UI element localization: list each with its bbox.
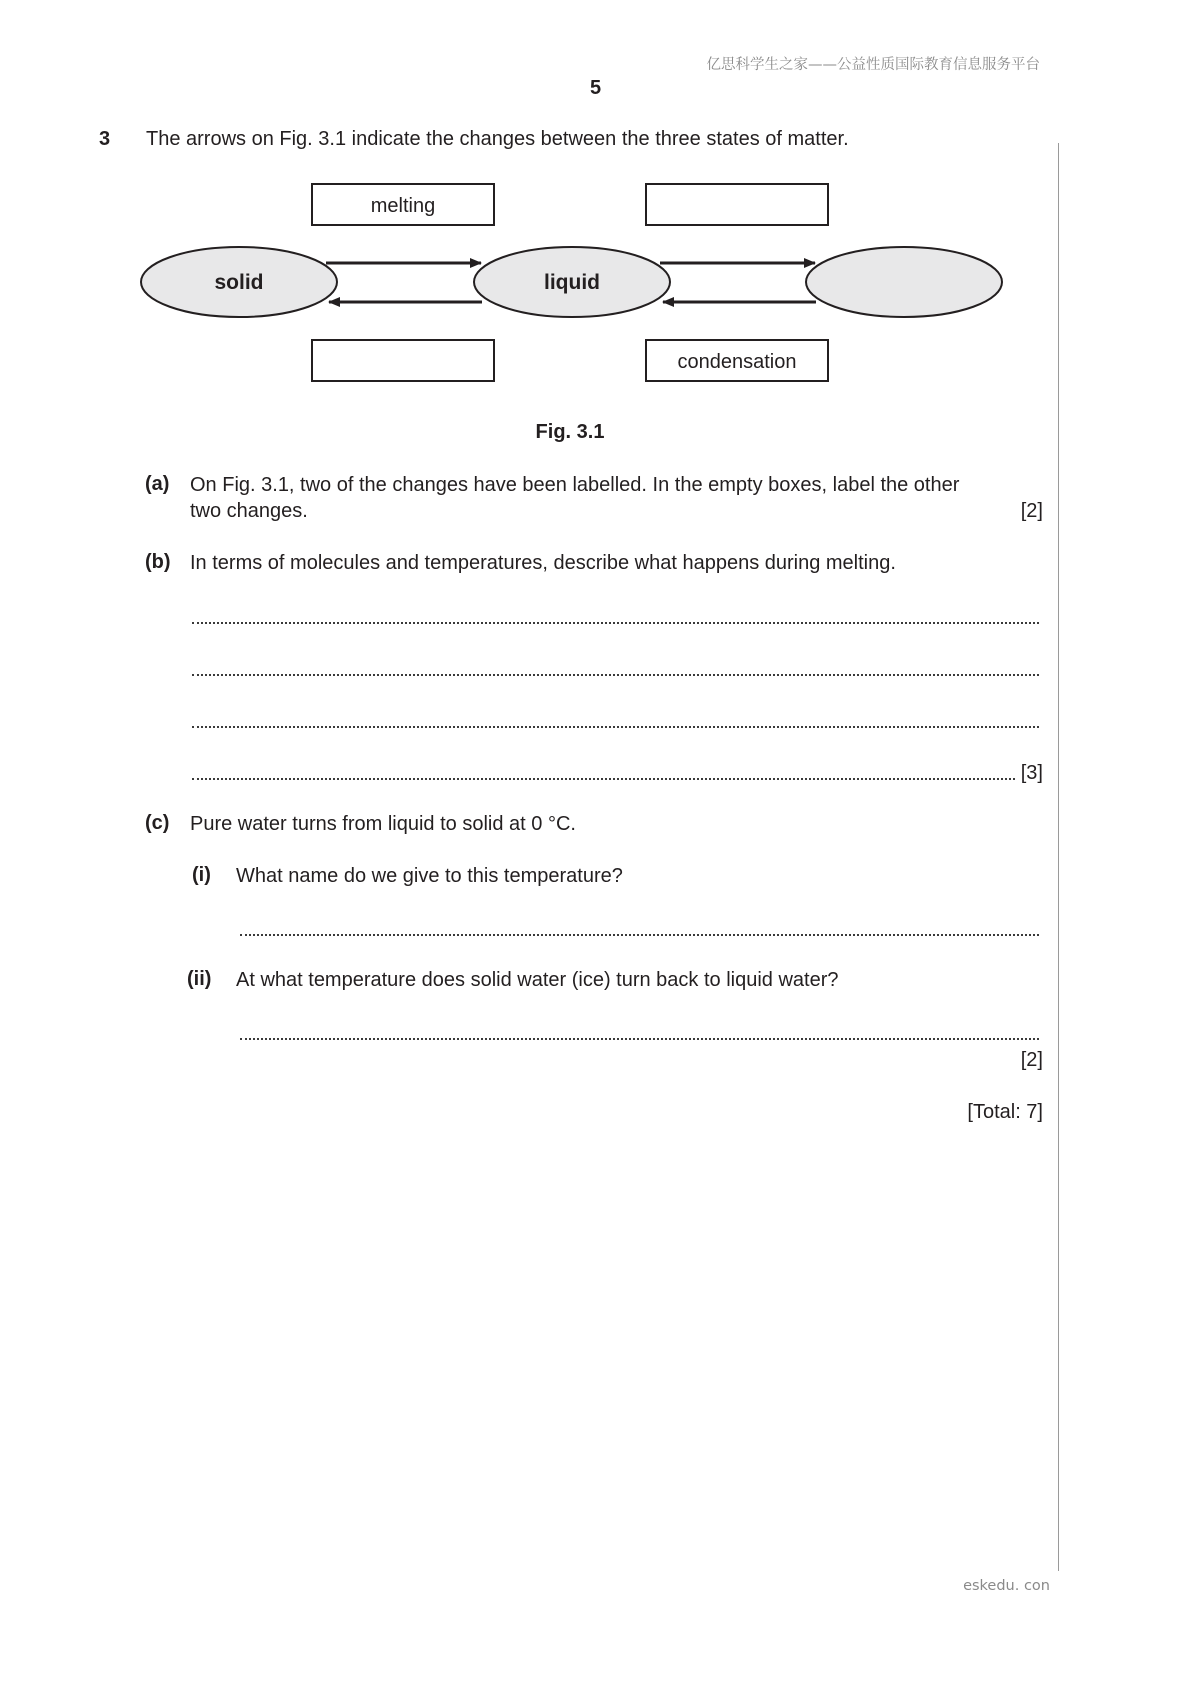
part-b-text: In terms of molecules and temperatures, describe what happens during melting. (190, 552, 896, 574)
answer-line-c-i[interactable] (240, 932, 1039, 936)
box-melting-label: melting (370, 195, 436, 217)
states-of-matter-diagram (130, 175, 1010, 390)
part-a-line1: On Fig. 3.1, two of the changes have been labelled. In the empty boxes, label the other (190, 474, 960, 496)
part-c-text: Pure water turns from liquid to solid at 0 °C. (190, 813, 576, 835)
box-bottom-empty[interactable] (312, 340, 494, 381)
answer-line-b4[interactable] (192, 776, 1015, 780)
question-total: [Total: 7] (967, 1101, 1043, 1123)
figure-caption: Fig. 3.1 (535, 421, 605, 443)
part-c-i-label: (i) (192, 864, 211, 886)
answer-line-b3[interactable] (192, 724, 1039, 728)
question-number: 3 (99, 128, 111, 150)
question-stem: The arrows on Fig. 3.1 indicate the changes between the three states of matter. (146, 128, 849, 150)
part-c-i-text: What name do we give to this temperature? (236, 865, 623, 887)
state-gas-empty (806, 247, 1002, 317)
part-b-label: (b) (145, 551, 171, 573)
answer-line-c-ii[interactable] (240, 1036, 1039, 1040)
part-c-marks: [2] (1020, 1049, 1043, 1071)
part-a-marks: [2] (1020, 500, 1043, 522)
part-a-line2: two changes. (190, 500, 308, 522)
state-liquid-label: liquid (544, 271, 600, 294)
part-a-label: (a) (145, 473, 170, 495)
footer-site: eskedu. con (963, 1578, 1050, 1594)
box-condensation-label: condensation (677, 351, 797, 373)
box-top-empty[interactable] (646, 184, 828, 225)
state-solid-label: solid (214, 271, 264, 294)
page-number: 5 (589, 77, 602, 99)
margin-rule (1058, 143, 1059, 1571)
answer-line-b1[interactable] (192, 620, 1039, 624)
part-b-marks: [3] (1020, 762, 1043, 784)
header-watermark: 亿思科学生之家——公益性质国际教育信息服务平台 (706, 57, 1040, 73)
part-c-ii-text: At what temperature does solid water (ice) turn back to liquid water? (236, 969, 839, 991)
part-c-label: (c) (145, 812, 170, 834)
part-c-ii-label: (ii) (187, 968, 212, 990)
answer-line-b2[interactable] (192, 672, 1039, 676)
